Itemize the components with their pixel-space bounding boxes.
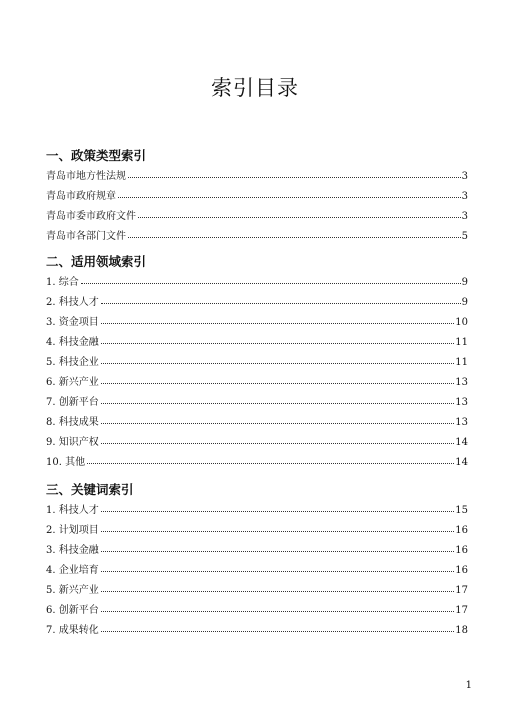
entry-page-number: 3 xyxy=(461,171,468,182)
entry-label: 10. 其他 xyxy=(46,457,86,468)
entry-page-number: 18 xyxy=(455,625,468,636)
entry-page-number: 14 xyxy=(455,457,468,468)
toc-entry[interactable] xyxy=(46,521,468,541)
entry-page-number: 16 xyxy=(455,525,468,536)
entry-label: 2. 计划项目 xyxy=(46,525,99,536)
toc-entry[interactable] xyxy=(46,413,468,433)
entry-label: 7. 创新平台 xyxy=(46,397,99,408)
toc-entry[interactable] xyxy=(46,227,468,247)
entry-page-number: 15 xyxy=(455,505,468,516)
entry-page-number: 14 xyxy=(455,437,468,448)
dot-leader xyxy=(101,423,455,424)
section-heading: 二、适用领域索引 xyxy=(46,254,147,269)
entry-page-number: 13 xyxy=(455,417,468,428)
toc-entry[interactable] xyxy=(46,541,468,561)
entry-label: 青岛市政府规章 xyxy=(46,191,116,202)
toc-entry[interactable] xyxy=(46,373,468,393)
dot-leader xyxy=(81,283,461,284)
dot-leader xyxy=(128,177,461,178)
entry-label: 5. 新兴产业 xyxy=(46,585,99,596)
section-policy-type xyxy=(46,146,468,247)
section-heading: 一、政策类型索引 xyxy=(46,148,147,163)
entry-page-number: 9 xyxy=(461,297,468,308)
entry-label: 6. 新兴产业 xyxy=(46,377,99,388)
dot-leader xyxy=(101,551,455,552)
toc-entry[interactable] xyxy=(46,581,468,601)
toc-entry[interactable] xyxy=(46,187,468,207)
entry-label: 6. 创新平台 xyxy=(46,605,99,616)
dot-leader xyxy=(101,591,455,592)
toc-entry[interactable] xyxy=(46,621,468,641)
entry-label: 7. 成果转化 xyxy=(46,625,99,636)
toc-entry[interactable] xyxy=(46,393,468,413)
entry-page-number: 11 xyxy=(455,357,468,368)
entry-label: 青岛市委市政府文件 xyxy=(46,211,136,222)
entry-page-number: 3 xyxy=(461,191,468,202)
entry-label: 9. 知识产权 xyxy=(46,437,99,448)
entry-page-number: 10 xyxy=(455,317,468,328)
entry-page-number: 9 xyxy=(461,277,468,288)
toc-entry[interactable] xyxy=(46,501,468,521)
dot-leader xyxy=(101,363,455,364)
dot-leader xyxy=(101,383,455,384)
toc-entry[interactable] xyxy=(46,167,468,187)
dot-leader xyxy=(101,511,455,512)
toc-entry[interactable] xyxy=(46,433,468,453)
entry-page-number: 3 xyxy=(461,211,468,222)
dot-leader xyxy=(118,197,461,198)
entry-label: 青岛市地方性法规 xyxy=(46,171,126,182)
page-number: 1 xyxy=(465,680,472,691)
dot-leader xyxy=(101,343,455,344)
entry-label: 青岛市各部门文件 xyxy=(46,231,126,242)
dot-leader xyxy=(138,217,461,218)
entry-page-number: 17 xyxy=(455,605,468,616)
dot-leader xyxy=(101,443,455,444)
entry-label: 1. 综合 xyxy=(46,277,79,288)
dot-leader xyxy=(101,631,455,632)
toc-entry[interactable] xyxy=(46,453,468,473)
toc-entry[interactable] xyxy=(46,207,468,227)
toc-entry[interactable] xyxy=(46,333,468,353)
entry-label: 3. 资金项目 xyxy=(46,317,99,328)
entry-page-number: 5 xyxy=(461,231,468,242)
section-application-field xyxy=(46,252,468,473)
dot-leader xyxy=(101,303,461,304)
dot-leader xyxy=(101,323,455,324)
entry-page-number: 16 xyxy=(455,545,468,556)
section-keyword xyxy=(46,480,468,641)
entry-label: 3. 科技金融 xyxy=(46,545,99,556)
dot-leader xyxy=(87,463,454,464)
entry-label: 4. 企业培育 xyxy=(46,565,99,576)
toc-entry[interactable] xyxy=(46,273,468,293)
dot-leader xyxy=(101,571,455,572)
entry-label: 4. 科技金融 xyxy=(46,337,99,348)
entry-label: 1. 科技人才 xyxy=(46,505,99,516)
entry-page-number: 13 xyxy=(455,397,468,408)
entry-page-number: 13 xyxy=(455,377,468,388)
toc-entry[interactable] xyxy=(46,561,468,581)
entry-page-number: 16 xyxy=(455,565,468,576)
dot-leader xyxy=(101,403,455,404)
dot-leader xyxy=(128,237,461,238)
dot-leader xyxy=(101,531,455,532)
toc-entry[interactable] xyxy=(46,601,468,621)
entry-page-number: 17 xyxy=(455,585,468,596)
page-title: 索引目录 xyxy=(211,76,299,100)
entry-label: 2. 科技人才 xyxy=(46,297,99,308)
toc-entry[interactable] xyxy=(46,313,468,333)
entry-page-number: 11 xyxy=(455,337,468,348)
entry-label: 5. 科技企业 xyxy=(46,357,99,368)
entry-label: 8. 科技成果 xyxy=(46,417,99,428)
dot-leader xyxy=(101,611,455,612)
section-heading: 三、关键词索引 xyxy=(46,482,134,497)
toc-entry[interactable] xyxy=(46,353,468,373)
toc-entry[interactable] xyxy=(46,293,468,313)
